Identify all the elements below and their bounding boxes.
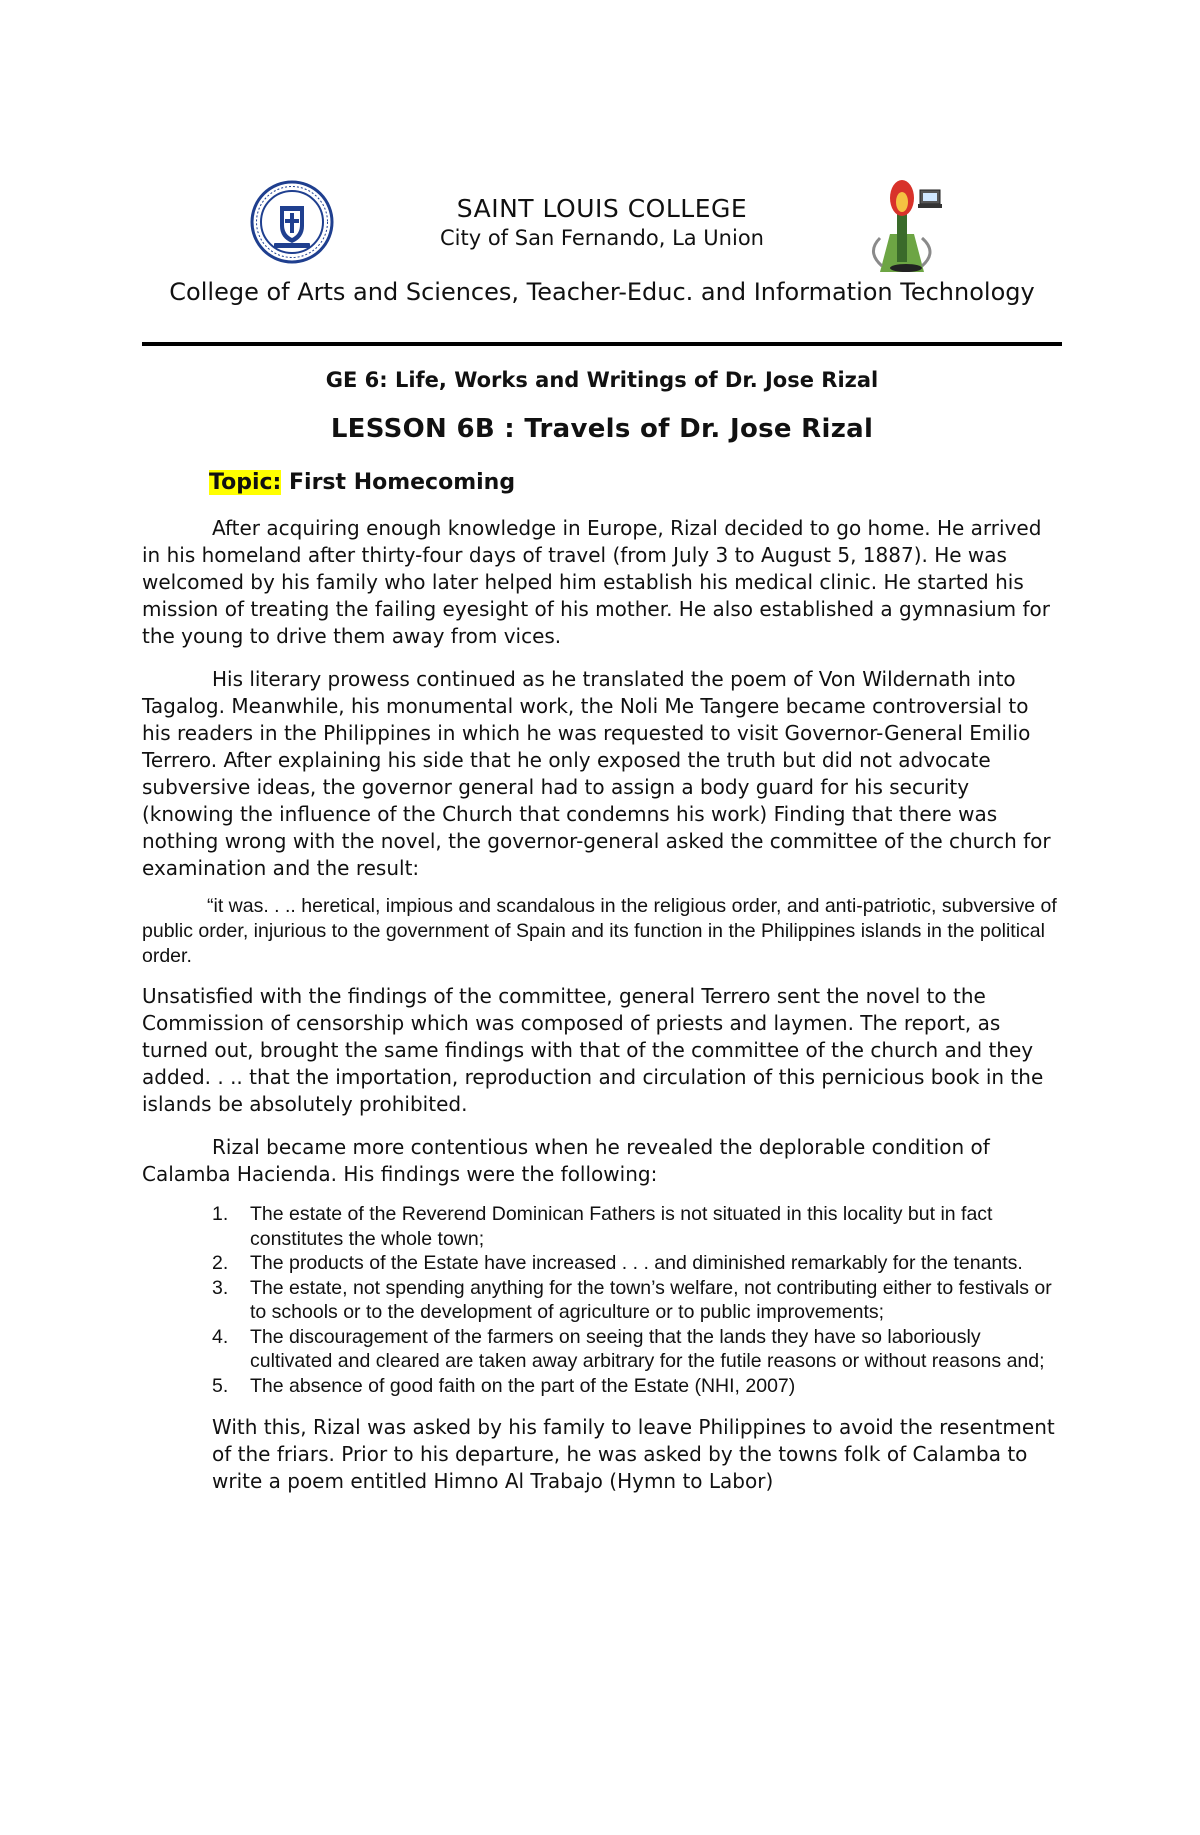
list-item [212,1202,1062,1251]
lesson-title: LESSON 6B : Travels of Dr. Jose Rizal [330,414,874,444]
course-title: GE 6: Life, Works and Writings of Dr. Jose Rizal [325,368,879,392]
list-item [212,1374,1062,1399]
list-text: The products of the Estate have increased . . . and diminished remarkably for the tenants. [250,1252,1023,1274]
paragraph-homecoming: After acquiring enough knowledge in Europe, Rizal decided to go home. He arrived in his homeland after thirty-four days of travel (from July 3 to August 5, 1887). He was welcomed by his family who later helped him establish his medical clinic. He started his mission of treating the failing eyesight of his mother. He also established a gymnasium for the young to drive them away from vices. [142,516,1050,648]
list-item [212,1325,1062,1374]
list-number: 3. [212,1276,229,1299]
committee-quote: “it was. . .. heretical, impious and scandalous in the religious order, and anti-patriotic, subversive of public order, injurious to the government of Spain and its function in the Philippines islands in the political order. [142,895,1057,967]
paragraph-departure: With this, Rizal was asked by his family to leave Philippines to avoid the resentment of the friars. Prior to his departure, he was asked by the towns folk of Calamba to write a poem entitled Himno Al Trabajo (Hymn to Labor) [212,1415,1055,1493]
paragraph-censorship: Unsatisfied with the findings of the committee, general Terrero sent the novel to the Commission of censorship which was composed of priests and laymen. The report, as turned out, brought the same findings with that of the committee of the church and they added. . .. that the importation, reproduction and circulation of this pernicious book in the islands be absolutely prohibited. [142,984,1044,1116]
header-divider [142,342,1062,346]
college-department: College of Arts and Sciences, Teacher-Educ. and Information Technology [169,278,1035,306]
list-number: 5. [212,1374,229,1397]
list-number: 4. [212,1325,229,1348]
school-city: City of San Fernando, La Union [440,226,764,250]
list-text: The estate of the Reverend Dominican Fathers is not situated in this locality but in fact constitutes the whole town; [250,1203,993,1250]
list-item [212,1251,1062,1276]
list-text: The absence of good faith on the part of the Estate (NHI, 2007) [250,1374,796,1397]
list-text: The discouragement of the farmers on seeing that the lands they have so laboriously cultivated and cleared are taken away arbitrary for the futile reasons or without reasons and; [250,1325,1045,1372]
school-name: SAINT LOUIS COLLEGE [456,194,748,223]
torch-department-logo [862,168,952,276]
topic-label: Topic: [209,470,282,495]
topic-title: First Homecoming [289,470,516,495]
topic-line [209,470,1062,495]
list-text: The estate, not spending anything for the town’s welfare, not contributing either to festivals or to schools or to the development of agriculture or to public improvements; [250,1276,1052,1323]
lesson-content [142,362,1062,1495]
findings-list [142,1202,1062,1398]
list-number: 2. [212,1252,229,1274]
list-number: 1. [212,1203,229,1225]
paragraph-literary-prowess: His literary prowess continued as he translated the poem of Von Wildernath into Tagalog. Meanwhile, his monumental work, the Noli Me Tangere became controversial to his readers in the Philippines in which he was requested to visit Governor-General Emilio Terrero. After explaining his side that he only exposed the truth but did not advocate subversive ideas, the governor general had to assign a body guard for his security (knowing the influence of the Church that condemns his work) Finding that there was nothing wrong with the novel, the governor-general asked the committee of the church for examination and the result: [142,667,1051,880]
list-item [212,1276,1062,1325]
paragraph-calamba: Rizal became more contentious when he revealed the deplorable condition of Calamba Hacienda. His findings were the following: [142,1135,990,1186]
